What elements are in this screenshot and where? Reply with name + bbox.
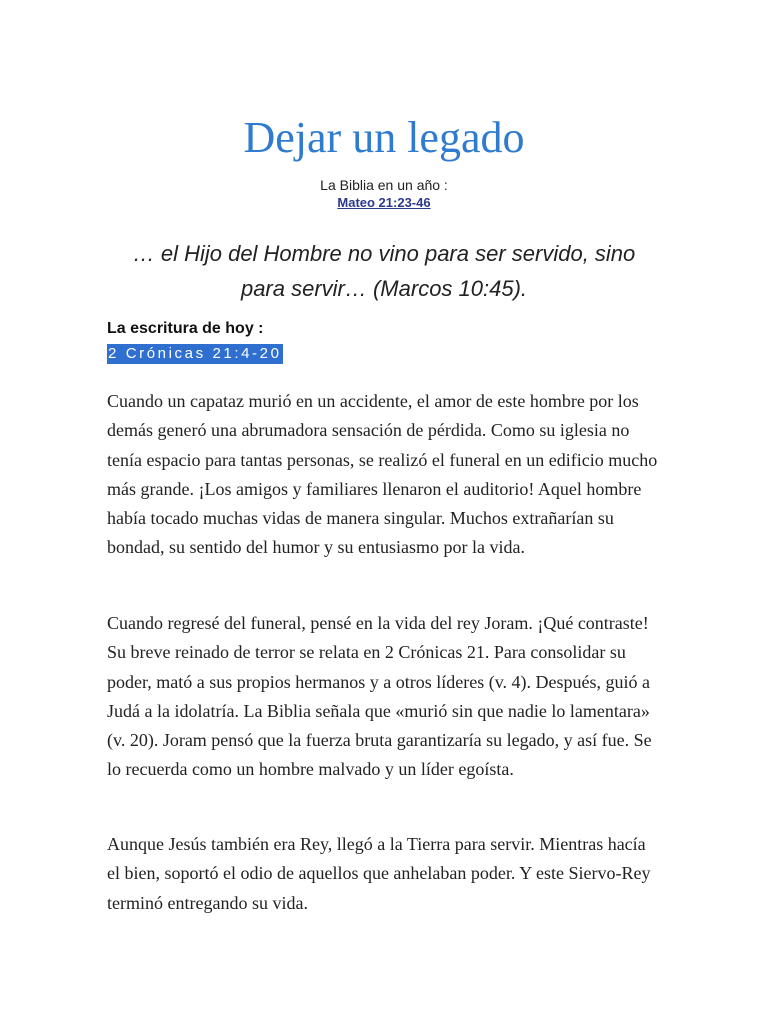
scripture-label: La escritura de hoy : (107, 320, 264, 337)
key-verse: … el Hijo del Hombre no vino para ser servido, sino para servir… (Marcos 10:45). (132, 241, 636, 301)
body-paragraph-3: Aunque Jesús también era Rey, llegó a la Tierra para servir. Mientras hacía el bien, soportó el odio de aquellos que anhelaban poder. Y este Siervo-Rey terminó entregando su vida. (107, 834, 651, 913)
body-paragraph-2: Cuando regresé del funeral, pensé en la vida del rey Joram. ¡Qué contraste! Su breve reinado de terror se relata en 2 Crónicas 21. Para consolidar su poder, mató a sus propios hermanos y a otros líderes (v. 4). Después, guió a Judá a la idolatría. La Biblia señala que «murió sin que nadie lo lamentara» (v. 20). Joram pensó que la fuerza bruta garantizaría su legado, y así fue. Se lo recuerda como un hombre malvado y un líder egoísta. (107, 613, 652, 780)
scripture-reference-selected[interactable]: 2 Crónicas 21:4-20 (108, 345, 282, 362)
bible-in-a-year-link[interactable]: Mateo 21:23-46 (337, 195, 431, 210)
page-title: Dejar un legado (243, 113, 525, 162)
bible-in-a-year-label: La Biblia en un año : (320, 177, 448, 193)
body-paragraph-1: Cuando un capataz murió en un accidente, el amor de este hombre por los demás generó una abrumadora sensación de pérdida. Como su iglesia no tenía espacio para tantas personas, se realizó el funeral en un edificio mucho más grande. ¡Los amigos y familiares llenaron el auditorio! Aquel hombre había tocado muchas vidas de manera singular. Muchos extrañarían su bondad, su sentido del humor y su entusiasmo por la vida. (107, 391, 658, 558)
bible-in-a-year-reading (0, 195, 768, 211)
